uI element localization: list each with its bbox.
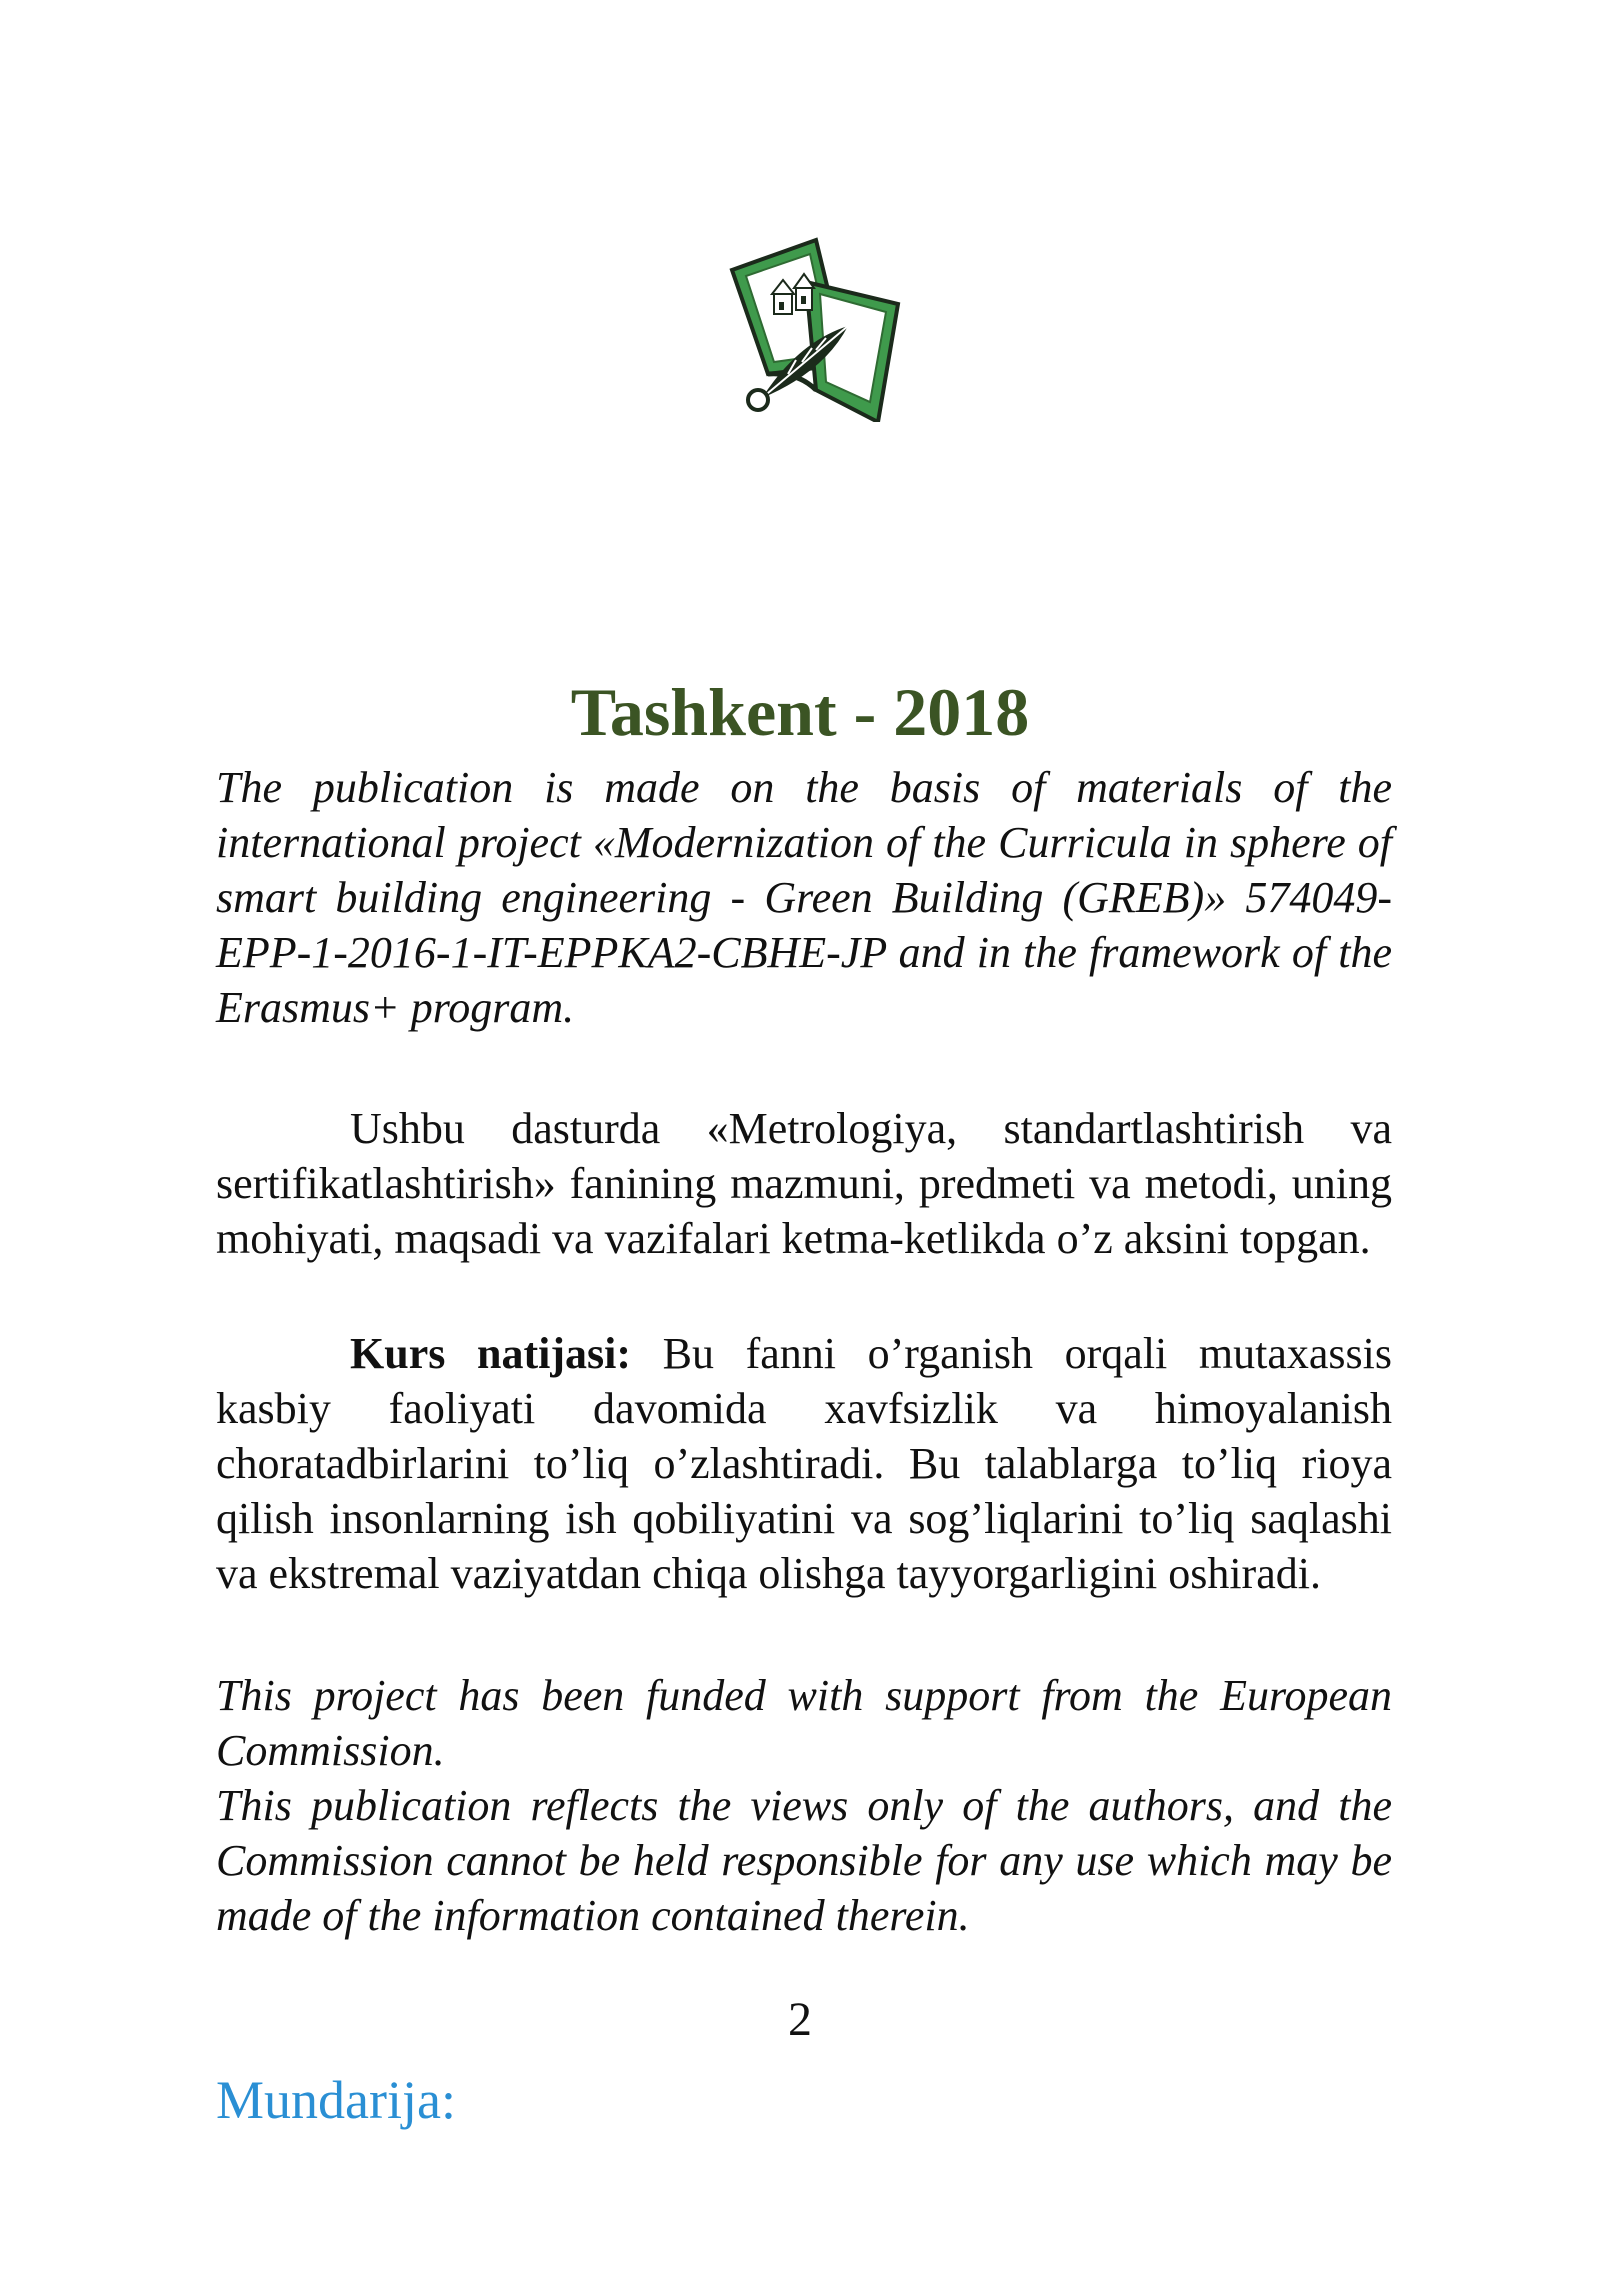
location-year-title: Tashkent - 2018 (570, 674, 1030, 750)
course-outcome-paragraph (216, 1326, 1392, 1601)
program-description-paragraph: Ushbu dasturda «Metrologiya, standartlashtirish va sertifikatlashtirish» fanining mazmuni, predmeti va metodi, uning mohiyati, maqsadi va vazifalari ketma-ketlikda o’z aksini topgan. (216, 1104, 1392, 1263)
publication-intro: The publication is made on the basis of materials of the international project «Modernization of the Curricula in sphere of smart building engineering - Green Building (GREB)» 574049-EPP-1-2016-1-IT-EPPKA2-CBHE-JP and in the framework of the Erasmus+ program. (216, 763, 1392, 1032)
disclaimer-statement: This publication reflects the views only of the authors, and the Commission cannot be held responsible for any use which may be made of the information contained therein. (216, 1781, 1392, 1940)
book-logo-icon (728, 222, 928, 422)
funding-statement: This project has been funded with support from the European Commission. (216, 1671, 1392, 1775)
course-outcome-text: Bu fanni o’rganish orqali mutaxassis kasbiy faoliyati davomida xavfsizlik va himoyalanish choratadbirlarini to’liq o’zlashtiradi. Bu talablarga to’liq rioya qilish insonlarning ish qobiliyatini va sog’liqlarini to’liq saqlashi va ekstremal vaziyatdan chiqa olishga tayyorgarligini oshiradi. (216, 1329, 1392, 1598)
course-outcome-label: Kurs natijasi: (350, 1329, 631, 1378)
table-of-contents-heading: Mundarija: (216, 2070, 456, 2130)
page-number: 2 (788, 1993, 812, 2046)
